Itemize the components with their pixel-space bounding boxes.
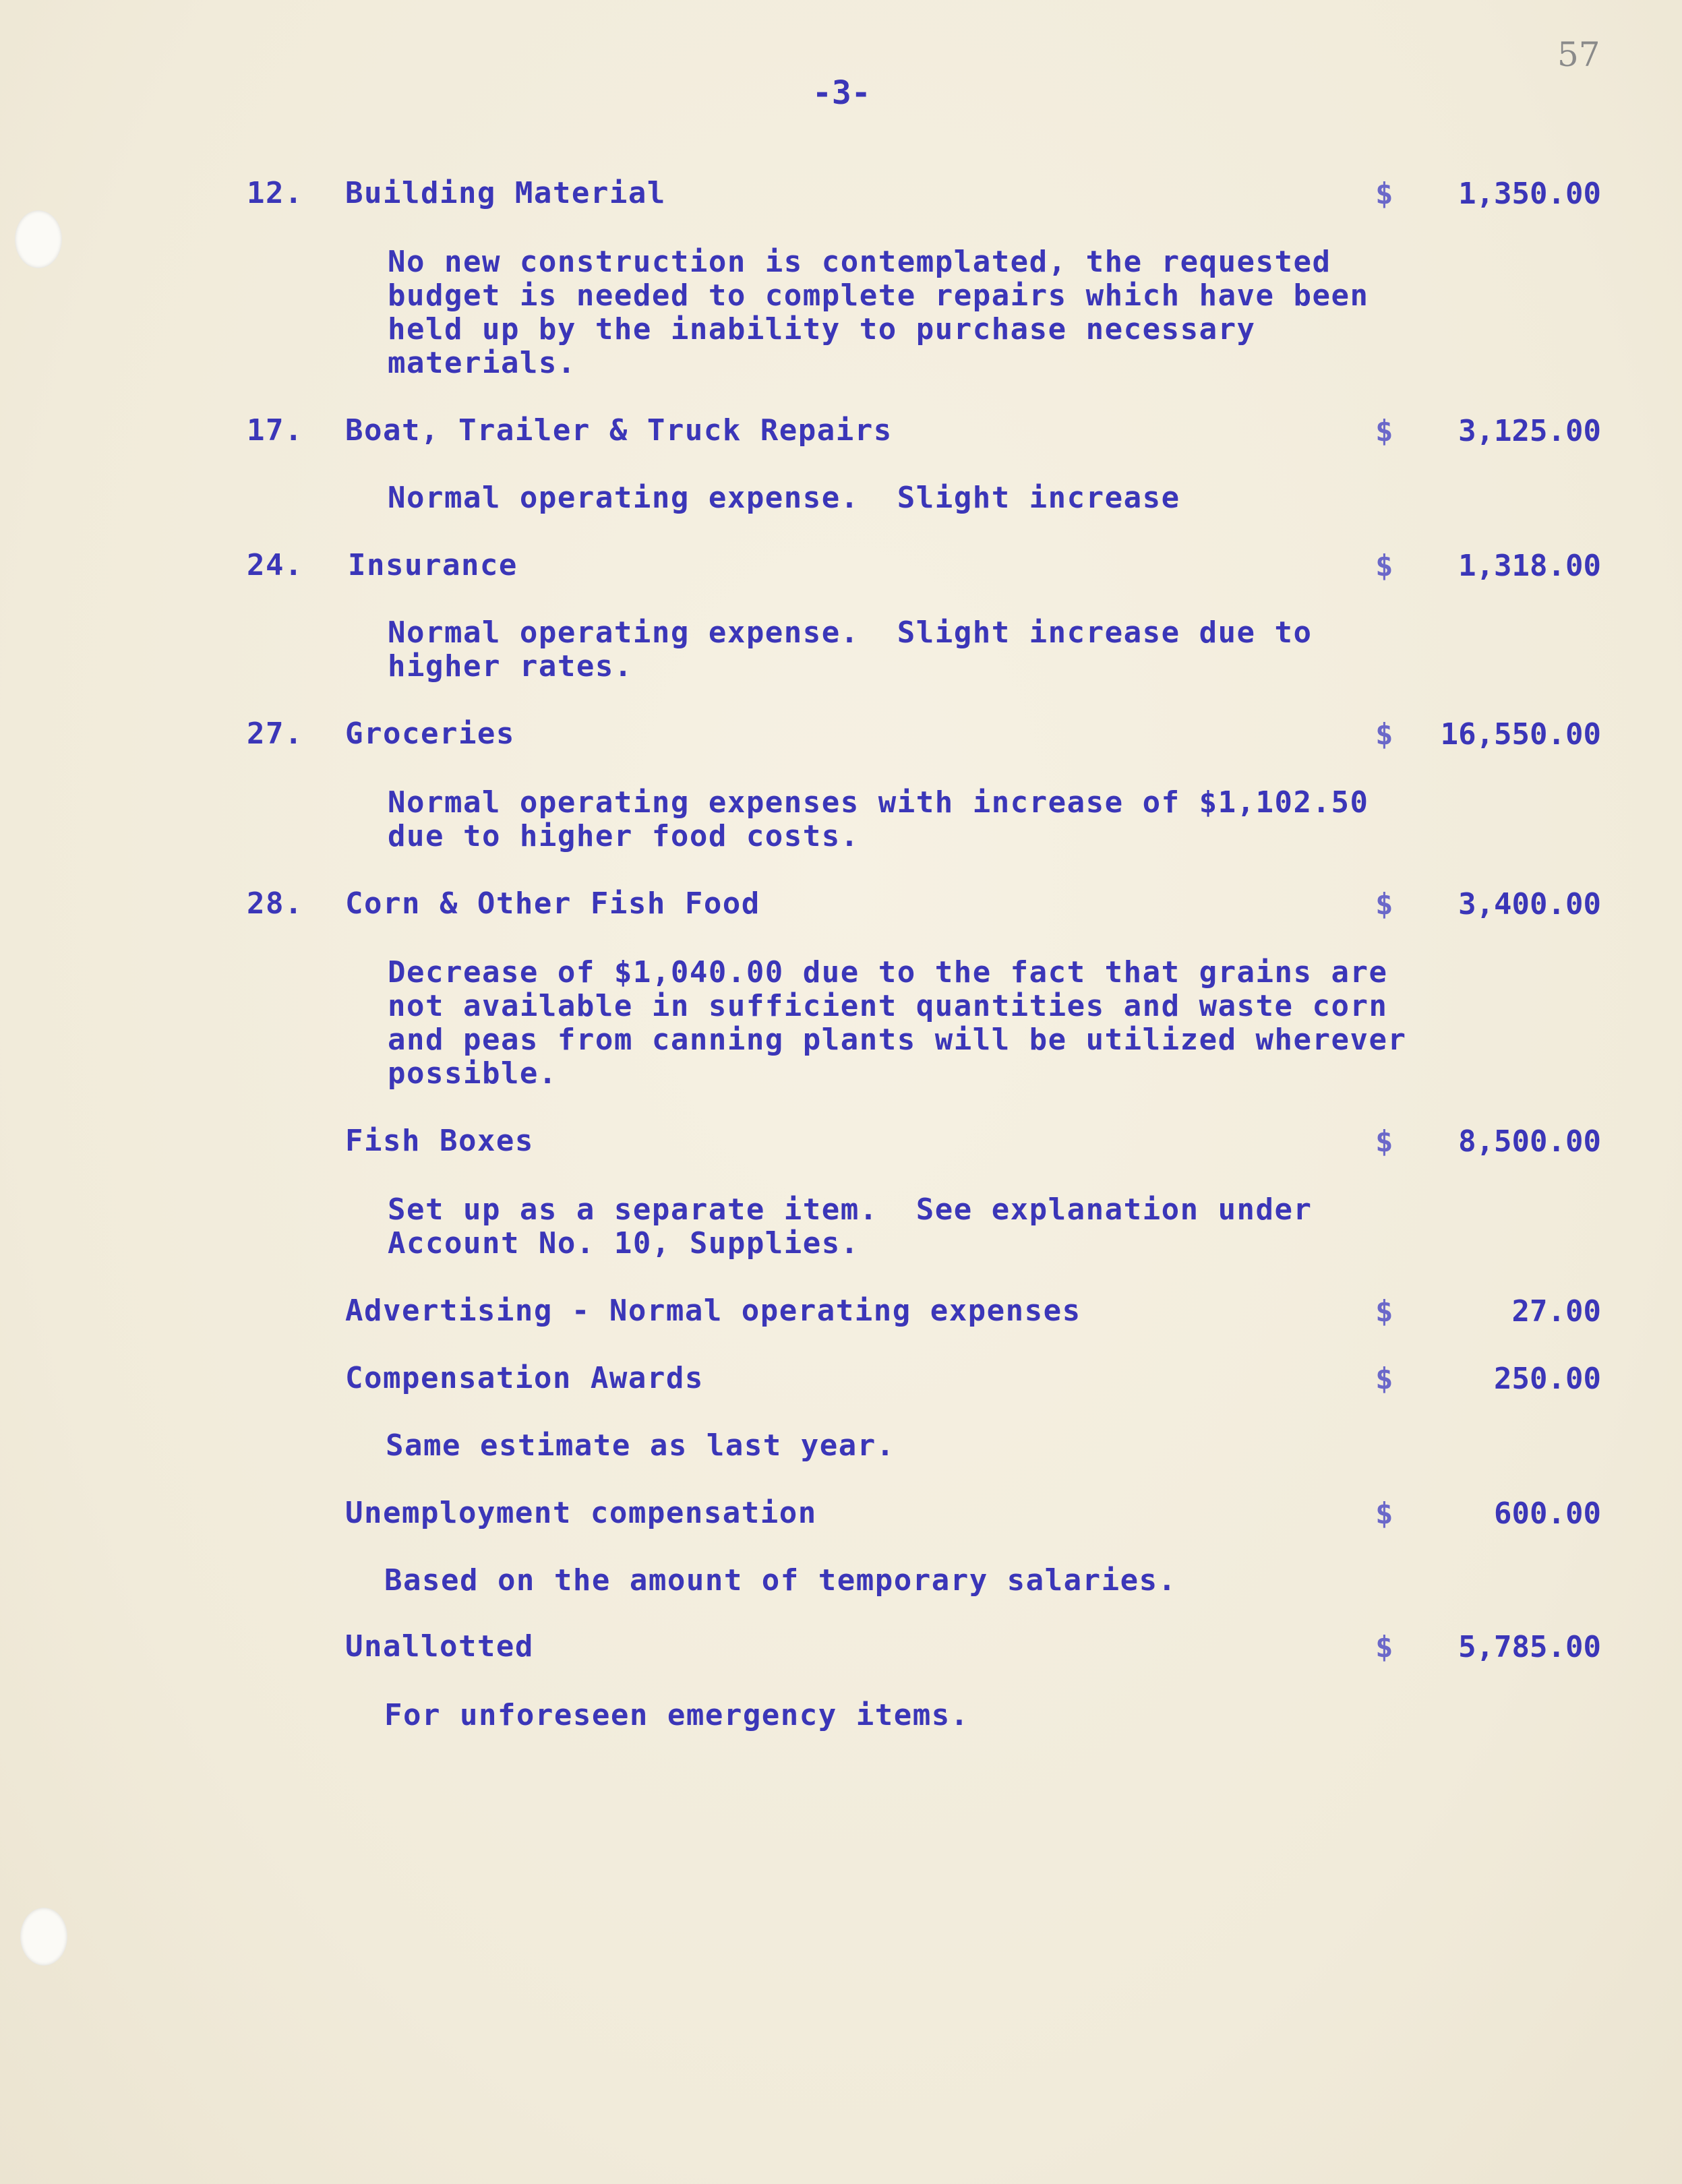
dollar-sign: $	[1375, 177, 1393, 211]
item-description-line: Same estimate as last year.	[386, 1428, 895, 1463]
item-title: Fish Boxes	[345, 1124, 534, 1158]
item-description-line: materials.	[388, 346, 576, 380]
item-amount: 600.00	[1494, 1496, 1601, 1531]
item-title: Unemployment compensation	[345, 1496, 817, 1530]
item-description-line: Decrease of $1,040.00 due to the fact that grains are	[388, 955, 1388, 990]
item-description-line: Account No. 10, Supplies.	[388, 1226, 860, 1261]
item-description-line: not available in sufficient quantities and waste corn	[388, 989, 1388, 1023]
item-description-line: No new construction is contemplated, the requested	[388, 245, 1331, 279]
item-description-line: possible.	[388, 1056, 558, 1091]
dollar-sign: $	[1375, 1362, 1393, 1396]
item-number: 28.	[247, 886, 303, 921]
item-title: Advertising - Normal operating expenses	[345, 1294, 1081, 1328]
item-amount: 27.00	[1511, 1294, 1601, 1329]
item-amount: 250.00	[1494, 1362, 1601, 1396]
item-title: Compensation Awards	[345, 1361, 704, 1395]
item-title: Building Material	[345, 176, 666, 210]
item-number: 24.	[247, 548, 303, 582]
item-amount: 3,400.00	[1458, 887, 1601, 921]
punch-hole-top	[15, 210, 62, 268]
item-title: Insurance	[348, 548, 518, 582]
item-description-line: Normal operating expenses with increase of $1,102.50	[388, 785, 1369, 820]
item-description-line: higher rates.	[388, 649, 633, 684]
item-number: 12.	[247, 176, 303, 210]
item-description-line: Set up as a separate item. See explanation under	[388, 1192, 1313, 1227]
dollar-sign: $	[1375, 1294, 1393, 1329]
item-title: Boat, Trailer & Truck Repairs	[345, 413, 893, 448]
handwritten-page-number: 57	[1557, 35, 1600, 74]
dollar-sign: $	[1375, 887, 1393, 921]
item-description-line: held up by the inability to purchase necessary	[388, 312, 1256, 346]
item-description-line: Based on the amount of temporary salaries.	[384, 1563, 1177, 1598]
item-amount: 16,550.00	[1440, 717, 1601, 752]
dollar-sign: $	[1375, 1496, 1393, 1531]
item-description-line: Normal operating expense. Slight increase due to	[388, 615, 1313, 650]
item-description-line: budget is needed to complete repairs which have been	[388, 278, 1369, 313]
item-description-line: Normal operating expense. Slight increase	[388, 481, 1180, 515]
item-title: Unallotted	[345, 1629, 534, 1664]
item-amount: 3,125.00	[1458, 414, 1601, 448]
dollar-sign: $	[1375, 1124, 1393, 1159]
item-description-line: and peas from canning plants will be utilized wherever	[388, 1023, 1407, 1057]
page-number: -3-	[812, 74, 871, 112]
item-amount: 1,318.00	[1458, 549, 1601, 583]
item-title: Groceries	[345, 717, 515, 751]
item-number: 27.	[247, 717, 303, 751]
item-title: Corn & Other Fish Food	[345, 886, 760, 921]
dollar-sign: $	[1375, 717, 1393, 752]
item-description-line: For unforeseen emergency items.	[384, 1698, 969, 1732]
dollar-sign: $	[1375, 549, 1393, 583]
punch-hole-bottom	[20, 1908, 67, 1966]
item-amount: 8,500.00	[1458, 1124, 1601, 1159]
item-amount: 5,785.00	[1458, 1630, 1601, 1664]
item-description-line: due to higher food costs.	[388, 819, 860, 853]
item-amount: 1,350.00	[1458, 177, 1601, 211]
dollar-sign: $	[1375, 1630, 1393, 1664]
item-number: 17.	[247, 413, 303, 448]
dollar-sign: $	[1375, 414, 1393, 448]
